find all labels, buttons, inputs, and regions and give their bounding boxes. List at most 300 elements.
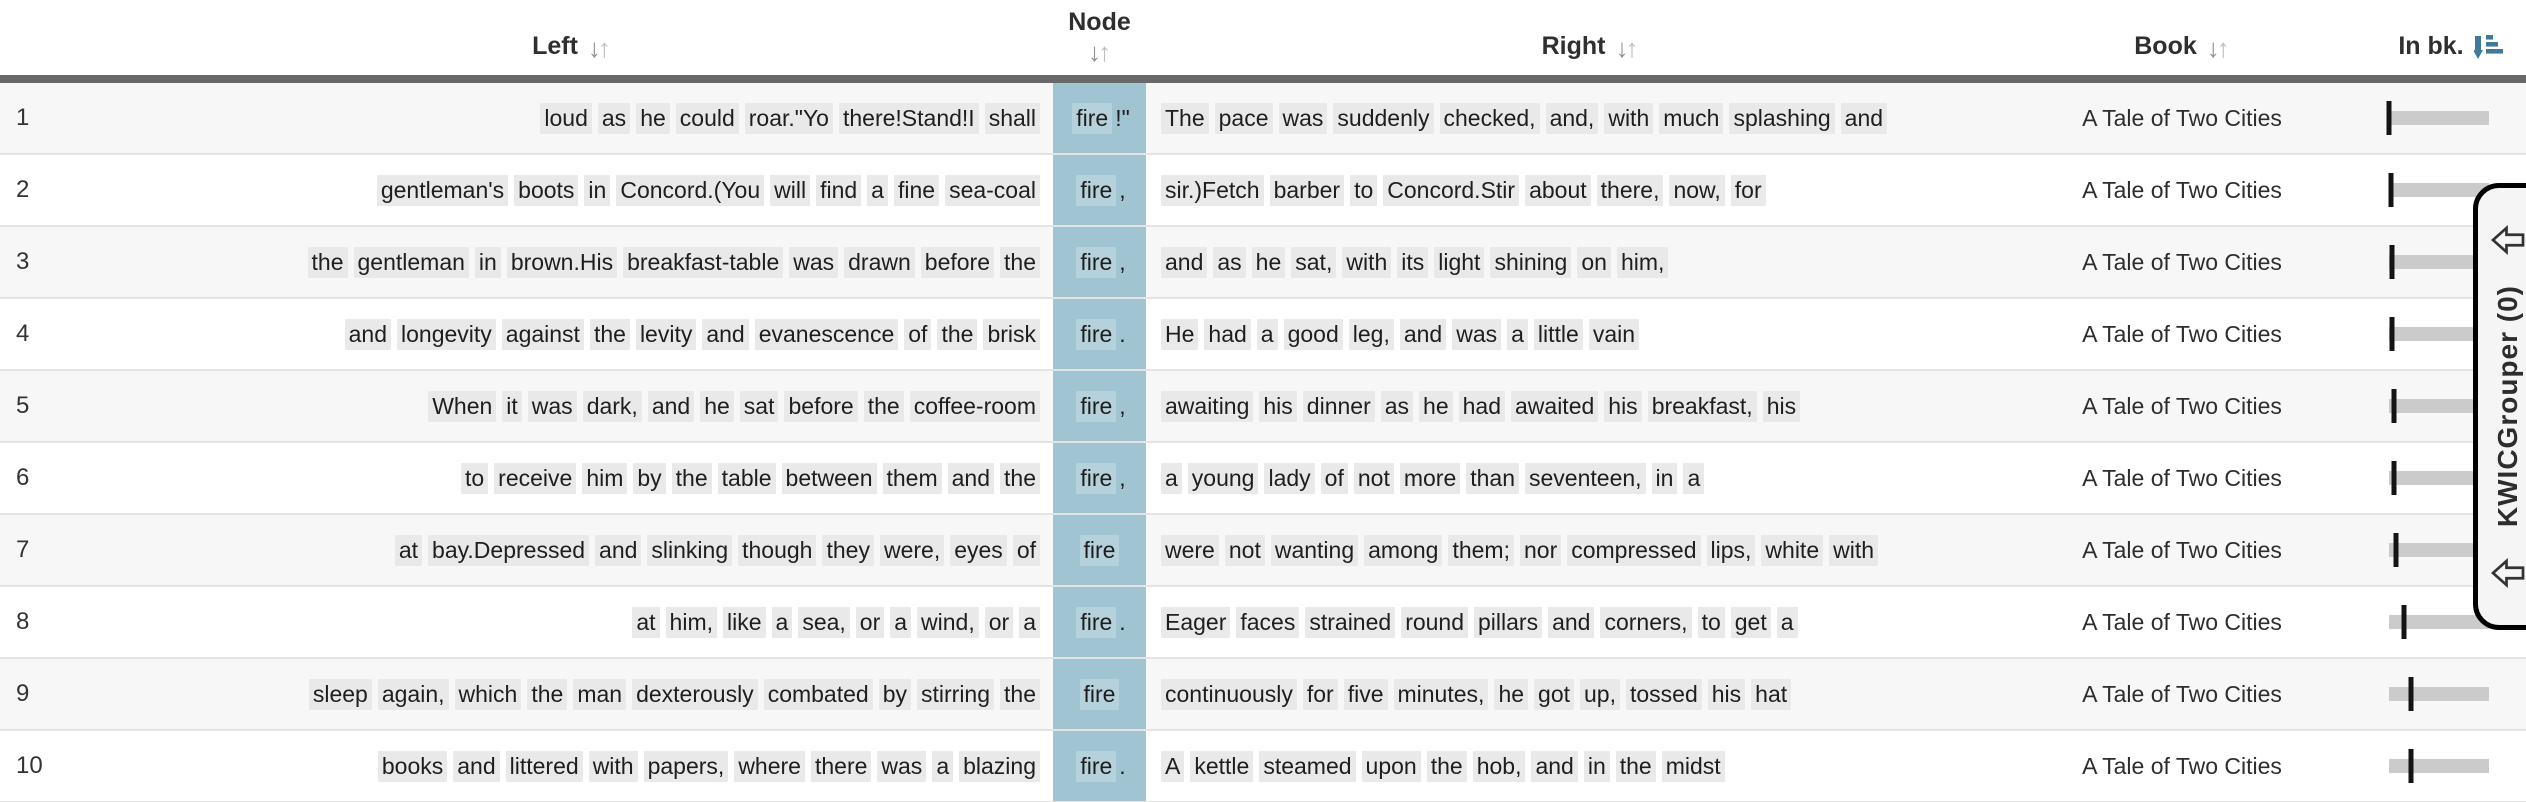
book-title: A Tale of Two Cities: [2082, 392, 2282, 419]
word-chip[interactable]: faces: [1236, 607, 1299, 638]
word-chip[interactable]: were,: [880, 535, 944, 566]
word-chip[interactable]: dinner: [1303, 391, 1375, 422]
word-chip[interactable]: boots: [514, 175, 578, 206]
node-punctuation: .: [1119, 752, 1126, 779]
word-chip[interactable]: He: [1161, 319, 1198, 350]
word-chip[interactable]: longevity: [397, 319, 496, 350]
word-chip[interactable]: for: [1303, 679, 1338, 710]
sort-icon[interactable]: ↓ ↑: [2206, 33, 2230, 63]
book-title: A Tale of Two Cities: [2082, 608, 2282, 635]
row-number: 7: [16, 536, 30, 563]
word-chip[interactable]: receive: [494, 463, 576, 494]
word-chip[interactable]: wind,: [917, 607, 979, 638]
word-chip[interactable]: corners,: [1600, 607, 1691, 638]
word-chip[interactable]: a: [1161, 463, 1182, 494]
word-chip[interactable]: there: [811, 751, 871, 782]
word-chip[interactable]: awaited: [1511, 391, 1598, 422]
word-chip[interactable]: dark,: [583, 391, 642, 422]
book-title: A Tale of Two Cities: [2082, 176, 2282, 203]
word-chip[interactable]: with: [1604, 103, 1653, 134]
book-position-marker: [2390, 317, 2395, 351]
word-chip[interactable]: fire: [1076, 607, 1116, 638]
word-chip[interactable]: brisk: [983, 319, 1040, 350]
right-context-cell: [1146, 247, 2034, 278]
book-position-bar: [2389, 111, 2489, 125]
word-chip[interactable]: his: [1259, 391, 1296, 422]
word-chip[interactable]: not: [1225, 535, 1265, 566]
word-chip[interactable]: brown.His: [507, 247, 617, 278]
word-chip[interactable]: the: [1000, 463, 1040, 494]
word-chip[interactable]: him,: [1617, 247, 1668, 278]
word-chip[interactable]: his: [1708, 679, 1745, 710]
concordance-row[interactable]: [0, 587, 2526, 659]
word-chip[interactable]: much: [1659, 103, 1723, 134]
word-chip[interactable]: steamed: [1259, 751, 1355, 782]
word-chip[interactable]: and: [1400, 319, 1446, 350]
word-chip[interactable]: fire: [1080, 679, 1120, 710]
book-position-bar: [2389, 615, 2489, 629]
word-chip[interactable]: and: [702, 319, 748, 350]
word-chip[interactable]: in: [1652, 463, 1678, 494]
word-chip[interactable]: before: [784, 391, 857, 422]
expand-left-arrow-icon: [2490, 555, 2526, 591]
word-chip[interactable]: the: [1427, 751, 1467, 782]
word-chip[interactable]: table: [718, 463, 776, 494]
book-position-bar: [2389, 183, 2489, 197]
column-header-in-book[interactable]: [2330, 32, 2526, 75]
kwicgrouper-label: KWICGrouper (0): [2492, 285, 2523, 528]
word-chip[interactable]: and: [1841, 103, 1887, 134]
word-chip[interactable]: or: [985, 607, 1013, 638]
node-punctuation: .: [1119, 320, 1126, 347]
word-chip[interactable]: he: [1252, 247, 1286, 278]
word-chip[interactable]: drawn: [844, 247, 915, 278]
word-chip[interactable]: gentleman's: [377, 175, 508, 206]
concordance-row[interactable]: [0, 371, 2526, 443]
word-chip[interactable]: breakfast,: [1648, 391, 1757, 422]
node-cell[interactable]: [1053, 515, 1146, 585]
word-chip[interactable]: midst: [1662, 751, 1725, 782]
node-punctuation: ,: [1119, 176, 1126, 203]
word-chip[interactable]: sea-coal: [945, 175, 1040, 206]
word-chip[interactable]: as: [1213, 247, 1245, 278]
word-chip[interactable]: at: [632, 607, 659, 638]
word-chip[interactable]: now,: [1669, 175, 1724, 206]
word-chip[interactable]: fire: [1076, 751, 1116, 782]
column-header-book[interactable]: [2034, 32, 2330, 75]
word-chip[interactable]: fire: [1076, 247, 1116, 278]
word-chip[interactable]: littered: [506, 751, 583, 782]
word-chip[interactable]: as: [598, 103, 630, 134]
book-title: A Tale of Two Cities: [2082, 104, 2282, 131]
word-chip[interactable]: a: [932, 751, 953, 782]
concordance-row[interactable]: [0, 227, 2526, 299]
left-context-cell: [90, 679, 1053, 710]
word-chip[interactable]: awaiting: [1161, 391, 1253, 422]
word-chip[interactable]: than: [1466, 463, 1519, 494]
word-chip[interactable]: splashing: [1729, 103, 1834, 134]
word-chip[interactable]: and: [1548, 607, 1594, 638]
word-chip[interactable]: against: [502, 319, 584, 350]
word-chip[interactable]: with: [589, 751, 638, 782]
word-chip[interactable]: white: [1761, 535, 1823, 566]
word-chip[interactable]: and: [453, 751, 499, 782]
concordance-header-row: [0, 0, 2526, 75]
node-cell[interactable]: [1053, 731, 1146, 801]
row-number: 4: [16, 320, 30, 347]
word-chip[interactable]: up,: [1580, 679, 1620, 710]
concordance-row[interactable]: [0, 155, 2526, 227]
word-chip[interactable]: fire: [1076, 463, 1116, 494]
word-chip[interactable]: by: [633, 463, 665, 494]
word-chip[interactable]: minutes,: [1394, 679, 1489, 710]
word-chip[interactable]: sat,: [1291, 247, 1336, 278]
book-title: A Tale of Two Cities: [2082, 320, 2282, 347]
word-chip[interactable]: evanescence: [755, 319, 899, 350]
word-chip[interactable]: bay.Depressed: [428, 535, 589, 566]
word-chip[interactable]: tossed: [1626, 679, 1702, 710]
node-punctuation: ,: [1119, 248, 1126, 275]
concordance-row[interactable]: [0, 731, 2526, 802]
book-position-marker: [2389, 173, 2394, 207]
book-position-marker: [2387, 101, 2392, 135]
right-context-cell: [1146, 607, 2034, 638]
left-context-cell: [90, 607, 1053, 638]
word-chip[interactable]: fire: [1080, 535, 1120, 566]
in-book-column-label: In bk.: [2398, 32, 2464, 60]
sort-icon[interactable]: ↓ ↑: [587, 33, 611, 63]
word-chip[interactable]: he: [1494, 679, 1528, 710]
word-chip[interactable]: breakfast-table: [623, 247, 783, 278]
sort-icon[interactable]: ↓ ↑: [1088, 37, 1111, 67]
book-column-label: Book: [2134, 32, 2197, 60]
right-context-cell: [1146, 751, 2034, 782]
row-number: 5: [16, 392, 30, 419]
expand-left-arrow-icon: [2490, 222, 2526, 258]
book-title: A Tale of Two Cities: [2082, 248, 2282, 275]
word-chip[interactable]: the: [527, 679, 567, 710]
word-chip[interactable]: little: [1534, 319, 1583, 350]
concordance-row[interactable]: [0, 443, 2526, 515]
word-chip[interactable]: them: [883, 463, 942, 494]
concordance-row[interactable]: [0, 299, 2526, 371]
word-chip[interactable]: not: [1354, 463, 1394, 494]
right-context-cell: [1146, 391, 2034, 422]
left-context-cell: [90, 535, 1053, 566]
word-chip[interactable]: and: [1531, 751, 1577, 782]
word-chip[interactable]: dexterously: [632, 679, 758, 710]
node-punctuation: ,: [1119, 464, 1126, 491]
word-chip[interactable]: which: [455, 679, 522, 710]
word-chip[interactable]: and,: [1546, 103, 1599, 134]
kwicgrouper-tab[interactable]: [2473, 183, 2526, 630]
word-chip[interactable]: a: [890, 607, 911, 638]
word-chip[interactable]: where: [734, 751, 805, 782]
word-chip[interactable]: checked,: [1440, 103, 1540, 134]
word-chip[interactable]: again,: [378, 679, 449, 710]
word-chip[interactable]: the: [864, 391, 904, 422]
word-chip[interactable]: gentleman: [354, 247, 469, 278]
row-number: 9: [16, 680, 30, 707]
word-chip[interactable]: about: [1525, 175, 1591, 206]
word-chip[interactable]: they: [822, 535, 873, 566]
word-chip[interactable]: kettle: [1190, 751, 1253, 782]
word-chip[interactable]: stirring: [917, 679, 994, 710]
word-chip[interactable]: strained: [1305, 607, 1395, 638]
word-chip[interactable]: Concord.Stir: [1383, 175, 1519, 206]
word-chip[interactable]: for: [1731, 175, 1766, 206]
word-chip[interactable]: among: [1364, 535, 1442, 566]
word-chip[interactable]: blazing: [959, 751, 1040, 782]
node-cell[interactable]: [1053, 659, 1146, 729]
book-position-marker: [2402, 605, 2407, 639]
left-context-cell: [90, 103, 1053, 134]
node-cell[interactable]: [1053, 155, 1146, 225]
word-chip[interactable]: Eager: [1161, 607, 1230, 638]
word-chip[interactable]: the: [1000, 679, 1040, 710]
word-chip[interactable]: hat: [1751, 679, 1791, 710]
word-chip[interactable]: will: [770, 175, 810, 206]
word-chip[interactable]: had: [1204, 319, 1250, 350]
word-chip[interactable]: of: [1013, 535, 1040, 566]
word-chip[interactable]: slinking: [647, 535, 732, 566]
word-chip[interactable]: combated: [764, 679, 873, 710]
word-chip[interactable]: though: [738, 535, 816, 566]
word-chip[interactable]: the: [1616, 751, 1656, 782]
word-chip[interactable]: good: [1284, 319, 1343, 350]
word-chip[interactable]: roar."Yo: [745, 103, 833, 134]
word-chip[interactable]: the: [590, 319, 630, 350]
word-chip[interactable]: lips,: [1707, 535, 1756, 566]
word-chip[interactable]: hob,: [1473, 751, 1526, 782]
word-chip[interactable]: continuously: [1161, 679, 1297, 710]
book-position-marker: [2394, 533, 2399, 567]
word-chip[interactable]: more: [1400, 463, 1460, 494]
word-chip[interactable]: coffee-room: [910, 391, 1040, 422]
node-cell[interactable]: [1053, 443, 1146, 513]
word-chip[interactable]: was: [1452, 319, 1501, 350]
word-chip[interactable]: find: [816, 175, 861, 206]
node-cell[interactable]: [1053, 227, 1146, 297]
word-chip[interactable]: sleep: [309, 679, 372, 710]
word-chip[interactable]: to: [1350, 175, 1377, 206]
word-chip[interactable]: like: [723, 607, 766, 638]
word-chip[interactable]: there,: [1597, 175, 1664, 206]
word-chip[interactable]: loud: [540, 103, 591, 134]
in-book-position-cell: [2330, 731, 2526, 801]
word-chip[interactable]: pace: [1215, 103, 1273, 134]
right-column-label: Right: [1541, 32, 1606, 60]
word-chip[interactable]: him: [582, 463, 627, 494]
word-chip[interactable]: seventeen,: [1525, 463, 1646, 494]
word-chip[interactable]: shining: [1490, 247, 1571, 278]
left-context-cell: [90, 247, 1053, 278]
in-book-position-cell: [2330, 83, 2526, 153]
word-chip[interactable]: between: [782, 463, 877, 494]
word-chip[interactable]: a: [1507, 319, 1528, 350]
word-chip[interactable]: could: [676, 103, 739, 134]
word-chip[interactable]: a: [1257, 319, 1278, 350]
concordance-row[interactable]: [0, 515, 2526, 587]
word-chip[interactable]: was: [528, 391, 577, 422]
book-title: A Tale of Two Cities: [2082, 680, 2282, 707]
word-chip[interactable]: levity: [636, 319, 696, 350]
node-cell[interactable]: [1053, 83, 1146, 153]
word-chip[interactable]: before: [921, 247, 994, 278]
right-context-cell: [1146, 319, 2034, 350]
word-chip[interactable]: with: [1342, 247, 1391, 278]
word-chip[interactable]: shall: [985, 103, 1040, 134]
row-number: 8: [16, 608, 30, 635]
word-chip[interactable]: in: [584, 175, 610, 206]
word-chip[interactable]: sir.)Fetch: [1161, 175, 1264, 206]
word-chip[interactable]: of: [1321, 463, 1348, 494]
word-chip[interactable]: five: [1344, 679, 1388, 710]
left-context-cell: [90, 319, 1053, 350]
word-chip[interactable]: the: [937, 319, 977, 350]
node-punctuation: ,: [1119, 392, 1126, 419]
right-context-cell: [1146, 175, 2034, 206]
word-chip[interactable]: and: [1161, 247, 1207, 278]
word-chip[interactable]: suddenly: [1333, 103, 1433, 134]
word-chip[interactable]: there!Stand!I: [839, 103, 979, 134]
concordance-row[interactable]: [0, 83, 2526, 155]
word-chip[interactable]: his: [1763, 391, 1800, 422]
node-cell[interactable]: [1053, 587, 1146, 657]
word-chip[interactable]: papers,: [644, 751, 729, 782]
word-chip[interactable]: compressed: [1567, 535, 1700, 566]
row-number: 3: [16, 248, 30, 275]
word-chip[interactable]: round: [1401, 607, 1468, 638]
word-chip[interactable]: leg,: [1349, 319, 1394, 350]
word-chip[interactable]: on: [1577, 247, 1611, 278]
node-punctuation: .: [1119, 608, 1126, 635]
header-divider: [0, 75, 2526, 83]
right-context-cell: [1146, 535, 2034, 566]
row-number: 1: [16, 104, 30, 131]
word-chip[interactable]: the: [1000, 247, 1040, 278]
word-chip[interactable]: was: [877, 751, 926, 782]
word-chip[interactable]: and: [345, 319, 391, 350]
word-chip[interactable]: Concord.(You: [616, 175, 764, 206]
word-chip[interactable]: a: [867, 175, 888, 206]
word-chip[interactable]: to: [461, 463, 488, 494]
word-chip[interactable]: him,: [666, 607, 717, 638]
word-chip[interactable]: a: [772, 607, 793, 638]
word-chip[interactable]: sea,: [798, 607, 849, 638]
word-chip[interactable]: or: [856, 607, 884, 638]
right-context-cell: [1146, 679, 2034, 710]
word-chip[interactable]: its: [1397, 247, 1428, 278]
book-position-marker: [2409, 677, 2414, 711]
column-header-left[interactable]: [90, 32, 1053, 75]
word-chip[interactable]: fire: [1076, 175, 1116, 206]
left-context-cell: [90, 463, 1053, 494]
book-title: A Tale of Two Cities: [2082, 464, 2282, 491]
word-chip[interactable]: and: [595, 535, 641, 566]
word-chip[interactable]: had: [1459, 391, 1505, 422]
column-header-node[interactable]: [1053, 8, 1146, 75]
word-chip[interactable]: get: [1731, 607, 1771, 638]
word-chip[interactable]: fire: [1076, 391, 1116, 422]
word-chip[interactable]: pillars: [1474, 607, 1542, 638]
sort-amount-active-icon[interactable]: [2474, 33, 2504, 61]
right-context-cell: [1146, 103, 2034, 134]
word-chip[interactable]: it: [502, 391, 522, 422]
book-position-marker: [2409, 749, 2414, 783]
word-chip[interactable]: as: [1381, 391, 1413, 422]
left-context-cell: [90, 175, 1053, 206]
word-chip[interactable]: of: [904, 319, 931, 350]
left-context-cell: [90, 751, 1053, 782]
word-chip[interactable]: fire: [1076, 319, 1116, 350]
node-cell[interactable]: [1053, 371, 1146, 441]
word-chip[interactable]: and: [948, 463, 994, 494]
word-chip[interactable]: with: [1829, 535, 1878, 566]
word-chip[interactable]: books: [378, 751, 447, 782]
column-header-number: [0, 61, 90, 75]
word-chip[interactable]: light: [1434, 247, 1484, 278]
word-chip[interactable]: he: [700, 391, 734, 422]
word-chip[interactable]: got: [1534, 679, 1574, 710]
word-chip[interactable]: vain: [1589, 319, 1639, 350]
word-chip[interactable]: man: [573, 679, 626, 710]
word-chip[interactable]: at: [395, 535, 422, 566]
word-chip[interactable]: wanting: [1271, 535, 1358, 566]
word-chip[interactable]: he: [1419, 391, 1453, 422]
word-chip[interactable]: was: [1279, 103, 1328, 134]
word-chip[interactable]: by: [879, 679, 911, 710]
word-chip[interactable]: his: [1604, 391, 1641, 422]
word-chip[interactable]: fire: [1072, 103, 1112, 134]
node-cell[interactable]: [1053, 299, 1146, 369]
word-chip[interactable]: eyes: [950, 535, 1007, 566]
word-chip[interactable]: lady: [1264, 463, 1314, 494]
word-chip[interactable]: nor: [1520, 535, 1561, 566]
word-chip[interactable]: to: [1698, 607, 1725, 638]
in-book-position-cell: [2330, 659, 2526, 729]
concordance-row[interactable]: [0, 659, 2526, 731]
word-chip[interactable]: A: [1161, 751, 1184, 782]
word-chip[interactable]: barber: [1270, 175, 1344, 206]
word-chip[interactable]: a: [1683, 463, 1704, 494]
word-chip[interactable]: them;: [1448, 535, 1514, 566]
word-chip[interactable]: a: [1777, 607, 1798, 638]
word-chip[interactable]: in: [1584, 751, 1610, 782]
word-chip[interactable]: sat: [740, 391, 779, 422]
word-chip[interactable]: upon: [1362, 751, 1421, 782]
row-number: 10: [16, 752, 43, 779]
book-title: A Tale of Two Cities: [2082, 752, 2282, 779]
word-chip[interactable]: a: [1019, 607, 1040, 638]
book-position-marker: [2392, 389, 2397, 423]
word-chip[interactable]: the: [672, 463, 712, 494]
word-chip[interactable]: in: [475, 247, 501, 278]
word-chip[interactable]: were: [1161, 535, 1219, 566]
word-chip[interactable]: was: [789, 247, 838, 278]
word-chip[interactable]: the: [308, 247, 348, 278]
book-position-marker: [2390, 245, 2395, 279]
sort-icon[interactable]: ↓ ↑: [1615, 33, 1639, 63]
word-chip[interactable]: fine: [894, 175, 939, 206]
column-header-right[interactable]: [1146, 32, 2034, 75]
word-chip[interactable]: When: [428, 391, 496, 422]
word-chip[interactable]: young: [1188, 463, 1259, 494]
concordance-rows: [0, 83, 2526, 802]
word-chip[interactable]: and: [648, 391, 694, 422]
word-chip[interactable]: he: [636, 103, 670, 134]
word-chip[interactable]: The: [1161, 103, 1209, 134]
